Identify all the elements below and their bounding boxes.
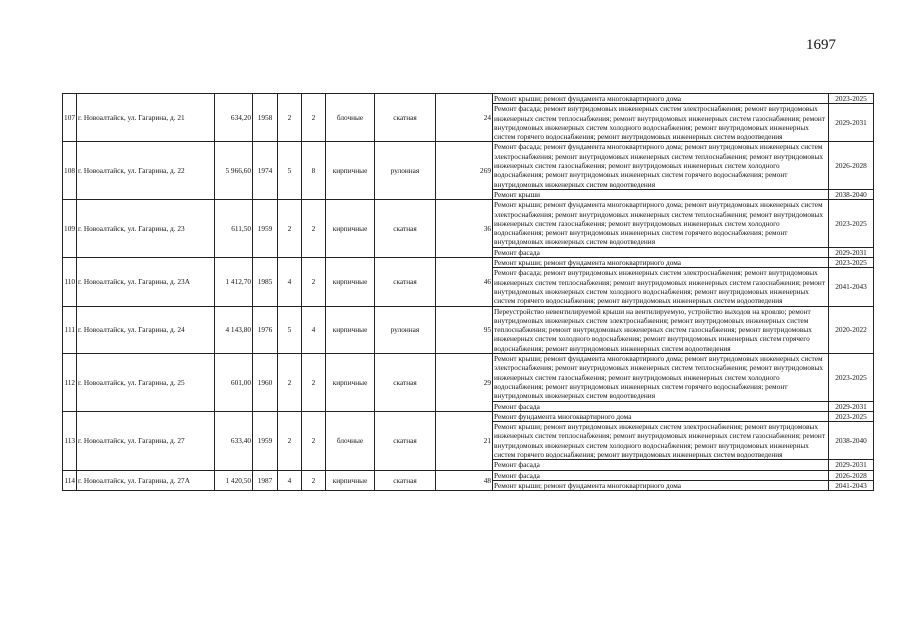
roof-type-cell: скатная [375, 94, 436, 142]
work-description-cell: Ремонт фасада [493, 247, 829, 257]
year-cell: 1974 [253, 142, 278, 200]
house-number-cell: 111 [63, 306, 77, 353]
area-cell: 601,00 [215, 354, 253, 412]
work-period-cell: 2038-2040 [829, 422, 874, 460]
residents-cell: 46 [436, 258, 493, 306]
address-cell: г. Новоалтайск, ул. Гагарина, д. 25 [77, 354, 215, 412]
area-cell: 611,50 [215, 200, 253, 258]
floors-cell: 2 [278, 354, 302, 412]
table-row [63, 354, 874, 401]
residents-cell: 269 [436, 142, 493, 200]
area-cell: 633,40 [215, 411, 253, 470]
entrances-cell: 2 [302, 258, 326, 306]
work-description-cell: Ремонт фундамента многоквартирного дома [493, 411, 829, 421]
floors-cell: 5 [278, 306, 302, 353]
work-period-cell: 2029-2031 [829, 247, 874, 257]
table-row [63, 306, 874, 353]
work-description-cell: Ремонт крыши; ремонт фундамента многоквартирного дома; ремонт внутридомовых инженерных систем электроснабжения; ремонт внутридомовых инженерных систем теплоснабжения; ремонт внутридомовых инженерных систем газоснабжения; ремонт внутридомовых инженерных систем холодного водоснабжения; ремонт внутридомовых инженерных систем горячего водоснабжения; ремонт внутридомовых инженерных систем водоотведения [493, 200, 829, 247]
year-cell: 1958 [253, 94, 278, 142]
house-number-cell: 107 [63, 94, 77, 142]
entrances-cell: 2 [302, 200, 326, 258]
floors-cell: 4 [278, 470, 302, 491]
wall-material-cell: кирпичные [326, 354, 375, 412]
area-cell: 4 143,80 [215, 306, 253, 353]
address-cell: г. Новоалтайск, ул. Гагарина, д. 22 [77, 142, 215, 200]
house-number-cell: 112 [63, 354, 77, 412]
entrances-cell: 2 [302, 470, 326, 491]
work-description-cell: Ремонт фасада [493, 470, 829, 480]
work-period-cell: 2029-2031 [829, 460, 874, 470]
address-cell: г. Новоалтайск, ул. Гагарина, д. 24 [77, 306, 215, 353]
roof-type-cell: скатная [375, 200, 436, 258]
work-period-cell: 2029-2031 [829, 401, 874, 411]
work-description-cell: Ремонт крыши; ремонт фундамента многоквартирного дома [493, 480, 829, 490]
work-period-cell: 2020-2022 [829, 306, 874, 353]
work-description-cell: Ремонт крыши; ремонт внутридомовых инженерных систем электроснабжения; ремонт внутридомовых инженерных систем теплоснабжения; ремонт внутридомовых инженерных систем газоснабжения; ремонт внутридомовых инженерных систем холодного водоснабжения; ремонт внутридомовых инженерных систем горячего водоснабжения; ремонт внутридомовых инженерных систем водоотведения [493, 422, 829, 460]
house-number-cell: 109 [63, 200, 77, 258]
work-period-cell: 2029-2031 [829, 104, 874, 142]
area-cell: 5 966,60 [215, 142, 253, 200]
work-description-cell: Переустройство невентилируемой крыши на вентилируемую, устройство выходов на кровлю; ремонт внутридомовых инженерных систем электроснабжения; ремонт внутридомовых инженерных систем теплоснабжения; ремонт внутридомовых инженерных систем газоснабжения; ремонт внутридомовых инженерных систем холодного водоснабжения; ремонт внутридомовых инженерных систем горячего водоснабжения; ремонт внутридомовых инженерных систем водоотведения [493, 306, 829, 353]
housing-repair-table [62, 93, 874, 491]
wall-material-cell: кирпичные [326, 142, 375, 200]
entrances-cell: 2 [302, 94, 326, 142]
work-description-cell: Ремонт фасада [493, 460, 829, 470]
floors-cell: 4 [278, 258, 302, 306]
table-row [63, 470, 874, 480]
entrances-cell: 8 [302, 142, 326, 200]
wall-material-cell: блочные [326, 411, 375, 470]
roof-type-cell: скатная [375, 411, 436, 470]
work-description-cell: Ремонт фасада; ремонт фундамента многоквартирного дома; ремонт внутридомовых инженерных систем электроснабжения; ремонт внутридомовых инженерных систем теплоснабжения; ремонт внутридомовых инженерных систем газоснабжения; ремонт внутридомовых инженерных систем холодного водоснабжения; ремонт внутридомовых инженерных систем горячего водоснабжения; ремонт внутридомовых инженерных систем водоотведения [493, 142, 829, 189]
house-number-cell: 114 [63, 470, 77, 491]
residents-cell: 95 [436, 306, 493, 353]
wall-material-cell: блочные [326, 94, 375, 142]
roof-type-cell: скатная [375, 258, 436, 306]
floors-cell: 2 [278, 411, 302, 470]
work-period-cell: 2023-2025 [829, 200, 874, 247]
work-period-cell: 2026-2028 [829, 142, 874, 189]
work-period-cell: 2023-2025 [829, 94, 874, 104]
work-period-cell: 2041-2043 [829, 480, 874, 490]
year-cell: 1959 [253, 200, 278, 258]
page-number: 1697 [806, 37, 836, 53]
table-row [63, 94, 874, 104]
table-row [63, 258, 874, 268]
house-number-cell: 113 [63, 411, 77, 470]
area-cell: 1 412,70 [215, 258, 253, 306]
roof-type-cell: скатная [375, 470, 436, 491]
entrances-cell: 4 [302, 306, 326, 353]
floors-cell: 2 [278, 94, 302, 142]
wall-material-cell: кирпичные [326, 306, 375, 353]
residents-cell: 21 [436, 411, 493, 470]
wall-material-cell: кирпичные [326, 258, 375, 306]
residents-cell: 48 [436, 470, 493, 491]
house-number-cell: 108 [63, 142, 77, 200]
work-period-cell: 2023-2025 [829, 411, 874, 421]
work-period-cell: 2038-2040 [829, 189, 874, 199]
house-number-cell: 110 [63, 258, 77, 306]
address-cell: г. Новоалтайск, ул. Гагарина, д. 21 [77, 94, 215, 142]
floors-cell: 2 [278, 200, 302, 258]
residents-cell: 29 [436, 354, 493, 412]
year-cell: 1985 [253, 258, 278, 306]
work-description-cell: Ремонт крыши; ремонт фундамента многоквартирного дома [493, 94, 829, 104]
year-cell: 1987 [253, 470, 278, 491]
work-period-cell: 2023-2025 [829, 354, 874, 401]
table-row [63, 200, 874, 247]
work-description-cell: Ремонт крыши [493, 189, 829, 199]
wall-material-cell: кирпичные [326, 200, 375, 258]
table-row [63, 142, 874, 189]
entrances-cell: 2 [302, 411, 326, 470]
address-cell: г. Новоалтайск, ул. Гагарина, д. 23А [77, 258, 215, 306]
table-body [63, 94, 874, 491]
work-description-cell: Ремонт фасада; ремонт внутридомовых инженерных систем электроснабжения; ремонт внутридомовых инженерных систем теплоснабжения; ремонт внутридомовых инженерных систем газоснабжения; ремонт внутридомовых инженерных систем холодного водоснабжения; ремонт внутридомовых инженерных систем горячего водоснабжения; ремонт внутридомовых инженерных систем водоотведения [493, 268, 829, 306]
area-cell: 634,20 [215, 94, 253, 142]
work-description-cell: Ремонт крыши; ремонт фундамента многоквартирного дома; ремонт внутридомовых инженерных систем электроснабжения; ремонт внутридомовых инженерных систем теплоснабжения; ремонт внутридомовых инженерных систем газоснабжения; ремонт внутридомовых инженерных систем холодного водоснабжения; ремонт внутридомовых инженерных систем горячего водоснабжения; ремонт внутридомовых инженерных систем водоотведения [493, 354, 829, 401]
year-cell: 1960 [253, 354, 278, 412]
wall-material-cell: кирпичные [326, 470, 375, 491]
work-period-cell: 2023-2025 [829, 258, 874, 268]
work-description-cell: Ремонт фасада [493, 401, 829, 411]
address-cell: г. Новоалтайск, ул. Гагарина, д. 27А [77, 470, 215, 491]
work-description-cell: Ремонт крыши; ремонт фундамента многоквартирного дома [493, 258, 829, 268]
work-period-cell: 2041-2043 [829, 268, 874, 306]
work-description-cell: Ремонт фасада; ремонт внутридомовых инженерных систем электроснабжения; ремонт внутридомовых инженерных систем теплоснабжения; ремонт внутридомовых инженерных систем газоснабжения; ремонт внутридомовых инженерных систем холодного водоснабжения; ремонт внутридомовых инженерных систем горячего водоснабжения; ремонт внутридомовых инженерных систем водоотведения [493, 104, 829, 142]
work-period-cell: 2026-2028 [829, 470, 874, 480]
address-cell: г. Новоалтайск, ул. Гагарина, д. 23 [77, 200, 215, 258]
roof-type-cell: рулонная [375, 306, 436, 353]
roof-type-cell: скатная [375, 354, 436, 412]
residents-cell: 36 [436, 200, 493, 258]
residents-cell: 24 [436, 94, 493, 142]
year-cell: 1976 [253, 306, 278, 353]
area-cell: 1 420,50 [215, 470, 253, 491]
year-cell: 1959 [253, 411, 278, 470]
roof-type-cell: рулонная [375, 142, 436, 200]
entrances-cell: 2 [302, 354, 326, 412]
floors-cell: 5 [278, 142, 302, 200]
address-cell: г. Новоалтайск, ул. Гагарина, д. 27 [77, 411, 215, 470]
table-row [63, 411, 874, 421]
